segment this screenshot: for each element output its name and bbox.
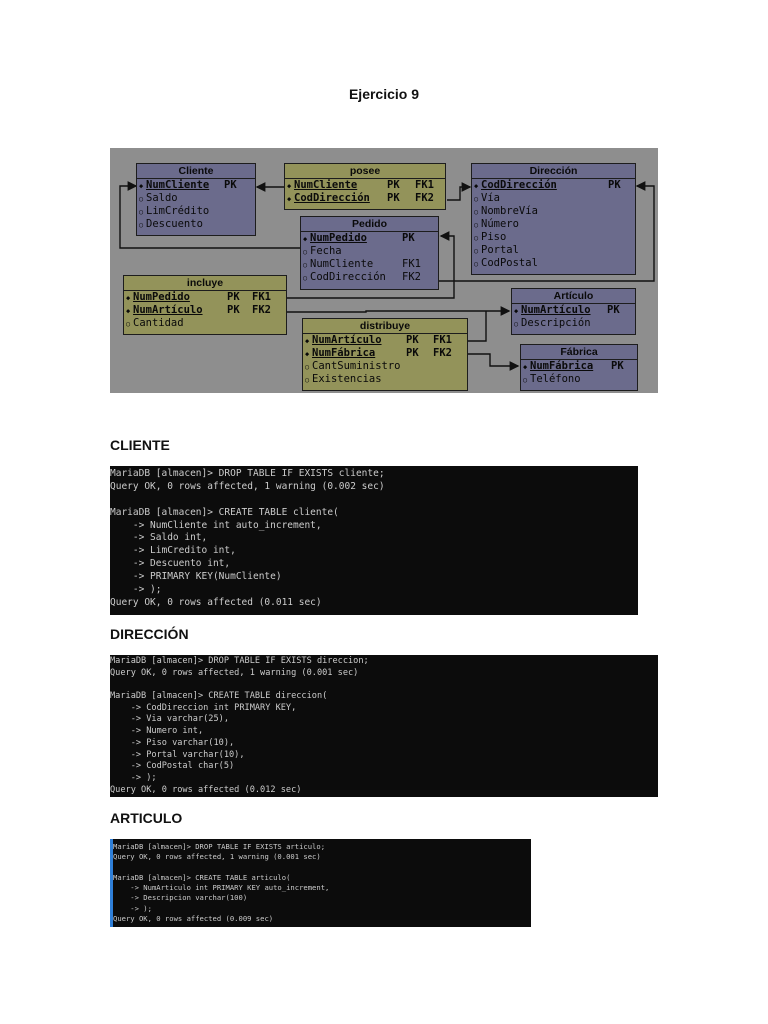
terminal-line: Query OK, 0 rows affected (0.011 sec): [110, 596, 322, 608]
attribute-row: ◆ NumPedido PK FK1: [126, 291, 271, 303]
attribute-row: ◆ NumArtículo PK FK1: [305, 334, 452, 346]
entity-title: distribuye: [303, 319, 467, 334]
entity-direccion: [471, 163, 636, 275]
entity-title: Pedido: [301, 217, 438, 232]
terminal-line: [113, 863, 531, 873]
attribute-row: ○ Existencias: [305, 373, 382, 385]
terminal-line: Query OK, 0 rows affected (0.012 sec): [110, 784, 302, 795]
relation-distribuye: [302, 318, 468, 391]
relation-posee: [284, 163, 446, 210]
page-title: Ejercicio 9: [348, 86, 420, 102]
terminal-line: -> LimCredito int,: [110, 545, 236, 557]
section-heading-articulo: ARTICULO: [110, 810, 183, 826]
terminal-line: -> Descripcion varchar(100): [113, 893, 248, 903]
terminal-line: Query OK, 0 rows affected, 1 warning (0.002 sec): [110, 480, 385, 492]
terminal-line: -> );: [110, 584, 162, 596]
terminal-line: -> Piso varchar(10),: [110, 737, 235, 748]
attribute-row: ○ CodDirección FK2: [303, 271, 421, 283]
attribute-row: ◆ NumFábrica PK FK2: [305, 347, 452, 359]
terminal-line: -> CodDireccion int PRIMARY KEY,: [110, 702, 297, 713]
terminal-screenshot-articulo: [110, 839, 531, 927]
terminal-line: Query OK, 0 rows affected, 1 warning (0.001 sec): [113, 852, 321, 862]
attribute-row: ○ LimCrédito: [139, 205, 210, 217]
terminal-line: -> );: [113, 903, 152, 913]
terminal-line: -> NumArticulo int PRIMARY KEY auto_increment,: [113, 883, 330, 893]
terminal-line: [110, 679, 658, 691]
attribute-row: ○ NumCliente FK1: [303, 258, 421, 270]
attribute-row: ○ CodPostal: [474, 257, 538, 269]
entity-articulo: [511, 288, 636, 335]
terminal-line: -> CodPostal char(5): [110, 761, 235, 772]
attribute-row: ◆ NumArtículo PK FK2: [126, 304, 271, 316]
terminal-line: -> PRIMARY KEY(NumCliente): [110, 571, 282, 583]
attribute-row: ○ Fecha: [303, 245, 342, 257]
terminal-line: MariaDB [almacen]> CREATE TABLE direccion(: [110, 691, 328, 702]
terminal-line: Query OK, 0 rows affected, 1 warning (0.001 sec): [110, 667, 359, 678]
terminal-line: -> Via varchar(25),: [110, 714, 229, 725]
er-diagram: [110, 148, 658, 393]
attribute-row: ○ Descuento: [139, 218, 203, 230]
terminal-line: [110, 494, 638, 507]
terminal-line: Query OK, 0 rows affected (0.009 sec): [113, 914, 274, 924]
terminal-line: -> Descuento int,: [110, 558, 231, 570]
relation-incluye: [123, 275, 287, 335]
entity-title: Cliente: [137, 164, 255, 179]
terminal-line: MariaDB [almacen]> CREATE TABLE articulo(: [113, 872, 291, 882]
attribute-row: ○ NombreVía: [474, 205, 538, 217]
terminal-line: MariaDB [almacen]> DROP TABLE IF EXISTS direccion;: [110, 656, 369, 666]
section-heading-cliente: CLIENTE: [110, 437, 170, 453]
attribute-row: ○ CantSuministro: [305, 360, 401, 372]
entity-title: incluye: [124, 276, 286, 291]
terminal-line: -> Saldo int,: [110, 532, 208, 544]
attribute-row: ○ Número: [474, 218, 519, 230]
attribute-row: ◆ CodDirección PK: [474, 179, 621, 191]
terminal-line: MariaDB [almacen]> DROP TABLE IF EXISTS cliente;: [110, 468, 385, 479]
terminal-screenshot-direccion: [110, 655, 658, 797]
terminal-line: -> NumCliente int auto_increment,: [110, 519, 322, 531]
terminal-line: MariaDB [almacen]> CREATE TABLE cliente(: [110, 506, 339, 518]
attribute-row: ◆ NumFábrica PK: [523, 360, 624, 372]
terminal-line: -> Portal varchar(10),: [110, 749, 245, 760]
attribute-row: ◆ NumArtículo PK: [514, 304, 620, 316]
entity-title: Dirección: [472, 164, 635, 179]
entity-pedido: [300, 216, 439, 290]
attribute-row: ◆ NumPedido PK: [303, 232, 415, 244]
attribute-row: ◆ CodDirección PK FK2: [287, 192, 434, 204]
attribute-row: ○ Saldo: [139, 192, 178, 204]
entity-fabrica: [520, 344, 638, 391]
attribute-row: ◆ NumCliente PK: [139, 179, 237, 191]
terminal-screenshot-cliente: [110, 466, 638, 615]
attribute-row: ○ Cantidad: [126, 317, 184, 329]
entity-cliente: [136, 163, 256, 236]
attribute-row: ○ Descripción: [514, 317, 591, 329]
attribute-row: ◆ NumCliente PK FK1: [287, 179, 434, 191]
terminal-line: MariaDB [almacen]> DROP TABLE IF EXISTS articulo;: [113, 842, 326, 851]
terminal-line: -> );: [110, 772, 157, 783]
attribute-row: ○ Piso: [474, 231, 507, 243]
entity-title: posee: [285, 164, 445, 179]
entity-title: Artículo: [512, 289, 635, 304]
attribute-row: ○ Portal: [474, 244, 519, 256]
section-heading-direccion: DIRECCIÓN: [110, 626, 189, 642]
attribute-row: ○ Vía: [474, 192, 500, 204]
terminal-line: -> Numero int,: [110, 726, 204, 737]
entity-title: Fábrica: [521, 345, 637, 360]
attribute-row: ○ Teléfono: [523, 373, 581, 385]
